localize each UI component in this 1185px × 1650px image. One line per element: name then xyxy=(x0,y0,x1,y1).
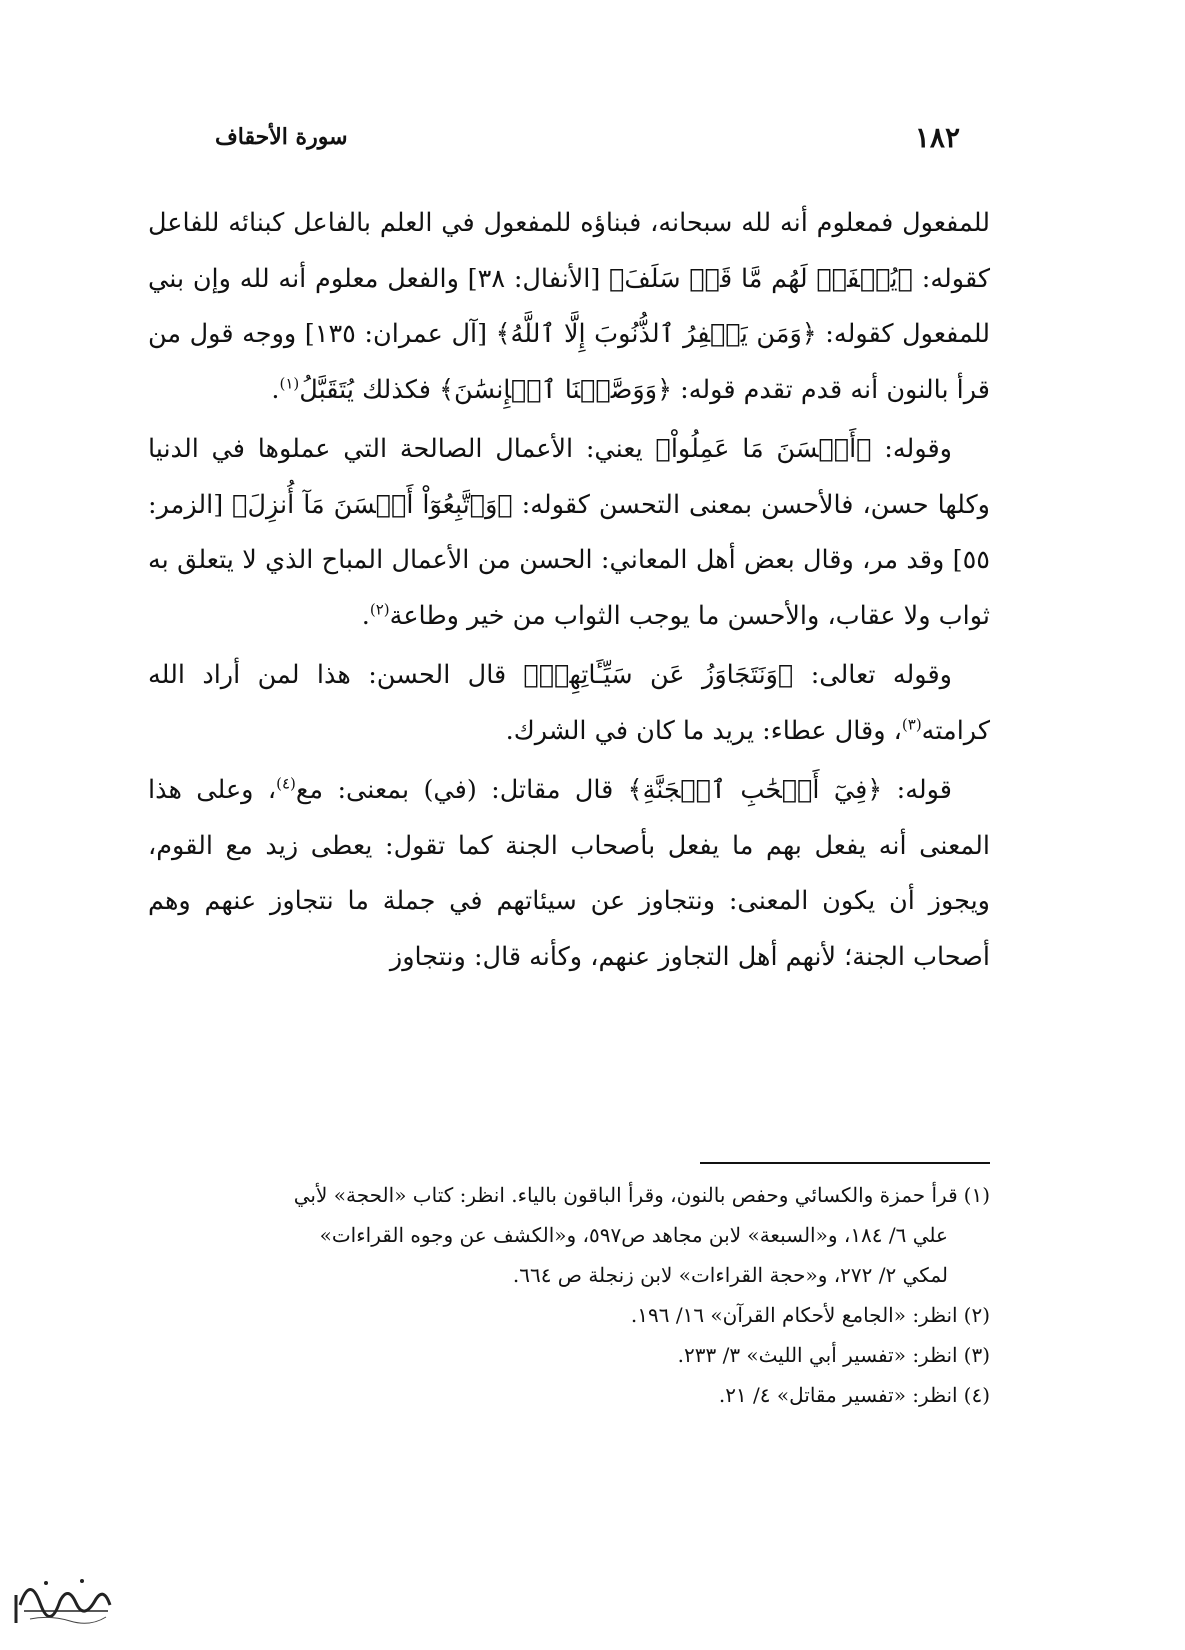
footnote xyxy=(140,1175,990,1215)
page-number: ١٨٢ xyxy=(914,120,960,154)
footnote-line: لمكي ٢/ ٢٧٢، و«حجة القراءات» لابن زنجلة ص ٦٦٤. xyxy=(512,1263,948,1287)
paragraph-tail: . xyxy=(271,374,280,405)
paragraph-text: للمفعول فمعلوم أنه لله سبحانه، فبناؤه للمفعول في العلم بالفاعل كبنائه للفاعل كقوله: ﴿يُغۡفَرۡ لَهُم مَّا قَدۡ سَلَفَ﴾ [الأنفال: ٣٨] والفعل معلوم أنه لله وإن بني للمفعول كقوله: ﴿وَمَن يَغۡفِرُ ٱلذُّنُوبَ إِلَّا ٱللَّهُ﴾ [آل عمران: ١٣٥] ووجه قول من قرأ بالنون أنه قدم تقدم قوله: ﴿وَوَصَّيۡنَا ٱلۡإِنسَٰنَ﴾ فكذلك يُتَقَبَّلُ xyxy=(148,208,990,405)
footnote-ref[interactable]: (٢) xyxy=(369,600,390,618)
paragraph xyxy=(148,422,990,644)
footnote-divider xyxy=(700,1162,990,1164)
paragraph-tail: ، وعلى هذا المعنى أنه يفعل بهم ما يفعل بأصحاب الجنة كما تقول: يعطى زيد مع القوم، ويجوز أن يكون المعنى: ونتجاوز عن سيئاتهم في جملة ما نتجاوز عنهم وهم أصحاب الجنة؛ لأنهم أهل التجاوز عنهم، وكأنه قال: ونتجاوز xyxy=(148,775,990,972)
footnote xyxy=(140,1335,990,1375)
footnote-line: قرأ حمزة والكسائي وحفص بالنون، وقرأ الباقون بالياء. انظر: كتاب «الحجة» لأبي xyxy=(293,1183,958,1207)
footnote-ref[interactable]: (٤) xyxy=(276,774,296,793)
footnote-number: (٢) xyxy=(963,1303,990,1327)
footnote-number: (٣) xyxy=(963,1343,990,1367)
paragraph-text: وقوله تعالى: ﴿وَنَتَجَاوَزُ عَن سَيِّـَٔاتِهِمۡ﴾ قال الحسن: هذا لمن أراد الله كرامته xyxy=(148,660,990,746)
footnote-ref[interactable]: (٣) xyxy=(901,715,922,733)
footnote-ref[interactable]: (١) xyxy=(279,374,300,392)
footnote-number: (٤) xyxy=(963,1383,990,1407)
footnote xyxy=(140,1295,990,1335)
footnote xyxy=(140,1375,990,1415)
page-header xyxy=(215,112,960,162)
running-title: سورة الأحقاف xyxy=(215,124,348,150)
footnote-line: انظر: «تفسير مقاتل» ٤/ ٢١. xyxy=(718,1383,958,1407)
paragraph xyxy=(148,648,990,759)
paragraph-tail: ، وقال عطاء: يريد ما كان في الشرك. xyxy=(505,715,902,746)
watermark-stamp-logo xyxy=(10,1565,120,1635)
paragraph-text: قوله: ﴿فِيٓ أَصۡحَٰبِ ٱلۡجَنَّةِ﴾ قال مقاتل: (في) بمعنى: مع xyxy=(295,775,952,805)
footnote-line: علي ٦/ ١٨٤، و«السبعة» لابن مجاهد ص٥٩٧، و«الكشف عن وجوه القراءات» xyxy=(319,1223,948,1247)
footnote-line: انظر: «تفسير أبي الليث» ٣/ ٢٣٣. xyxy=(677,1343,958,1367)
paragraph-tail: . xyxy=(361,600,370,631)
paragraph-text: وقوله: ﴿أَحۡسَنَ مَا عَمِلُواْ﴾ يعني: الأعمال الصالحة التي عملوها في الدنيا وكلها حسن، فالأحسن بمعنى التحسن كقوله: ﴿وَٱتَّبِعُوٓاْ أَحۡسَنَ مَآ أُنزِلَ﴾ [الزمر: ٥٥] وقد مر، وقال بعض أهل المعاني: الحسن من الأعمال المباح الذي لا يتعلق به ثواب ولا عقاب، والأحسن ما يوجب الثواب من خير وطاعة xyxy=(148,434,990,631)
footnote-line-continued xyxy=(140,1255,990,1295)
footnote-number: (١) xyxy=(963,1183,990,1207)
paragraph xyxy=(148,196,990,418)
main-text xyxy=(148,196,990,989)
footnote-line: انظر: «الجامع لأحكام القرآن» ١٦/ ١٩٦. xyxy=(630,1303,958,1327)
paragraph xyxy=(148,763,990,985)
footnote-line-continued xyxy=(140,1215,990,1255)
footnotes xyxy=(140,1175,990,1415)
